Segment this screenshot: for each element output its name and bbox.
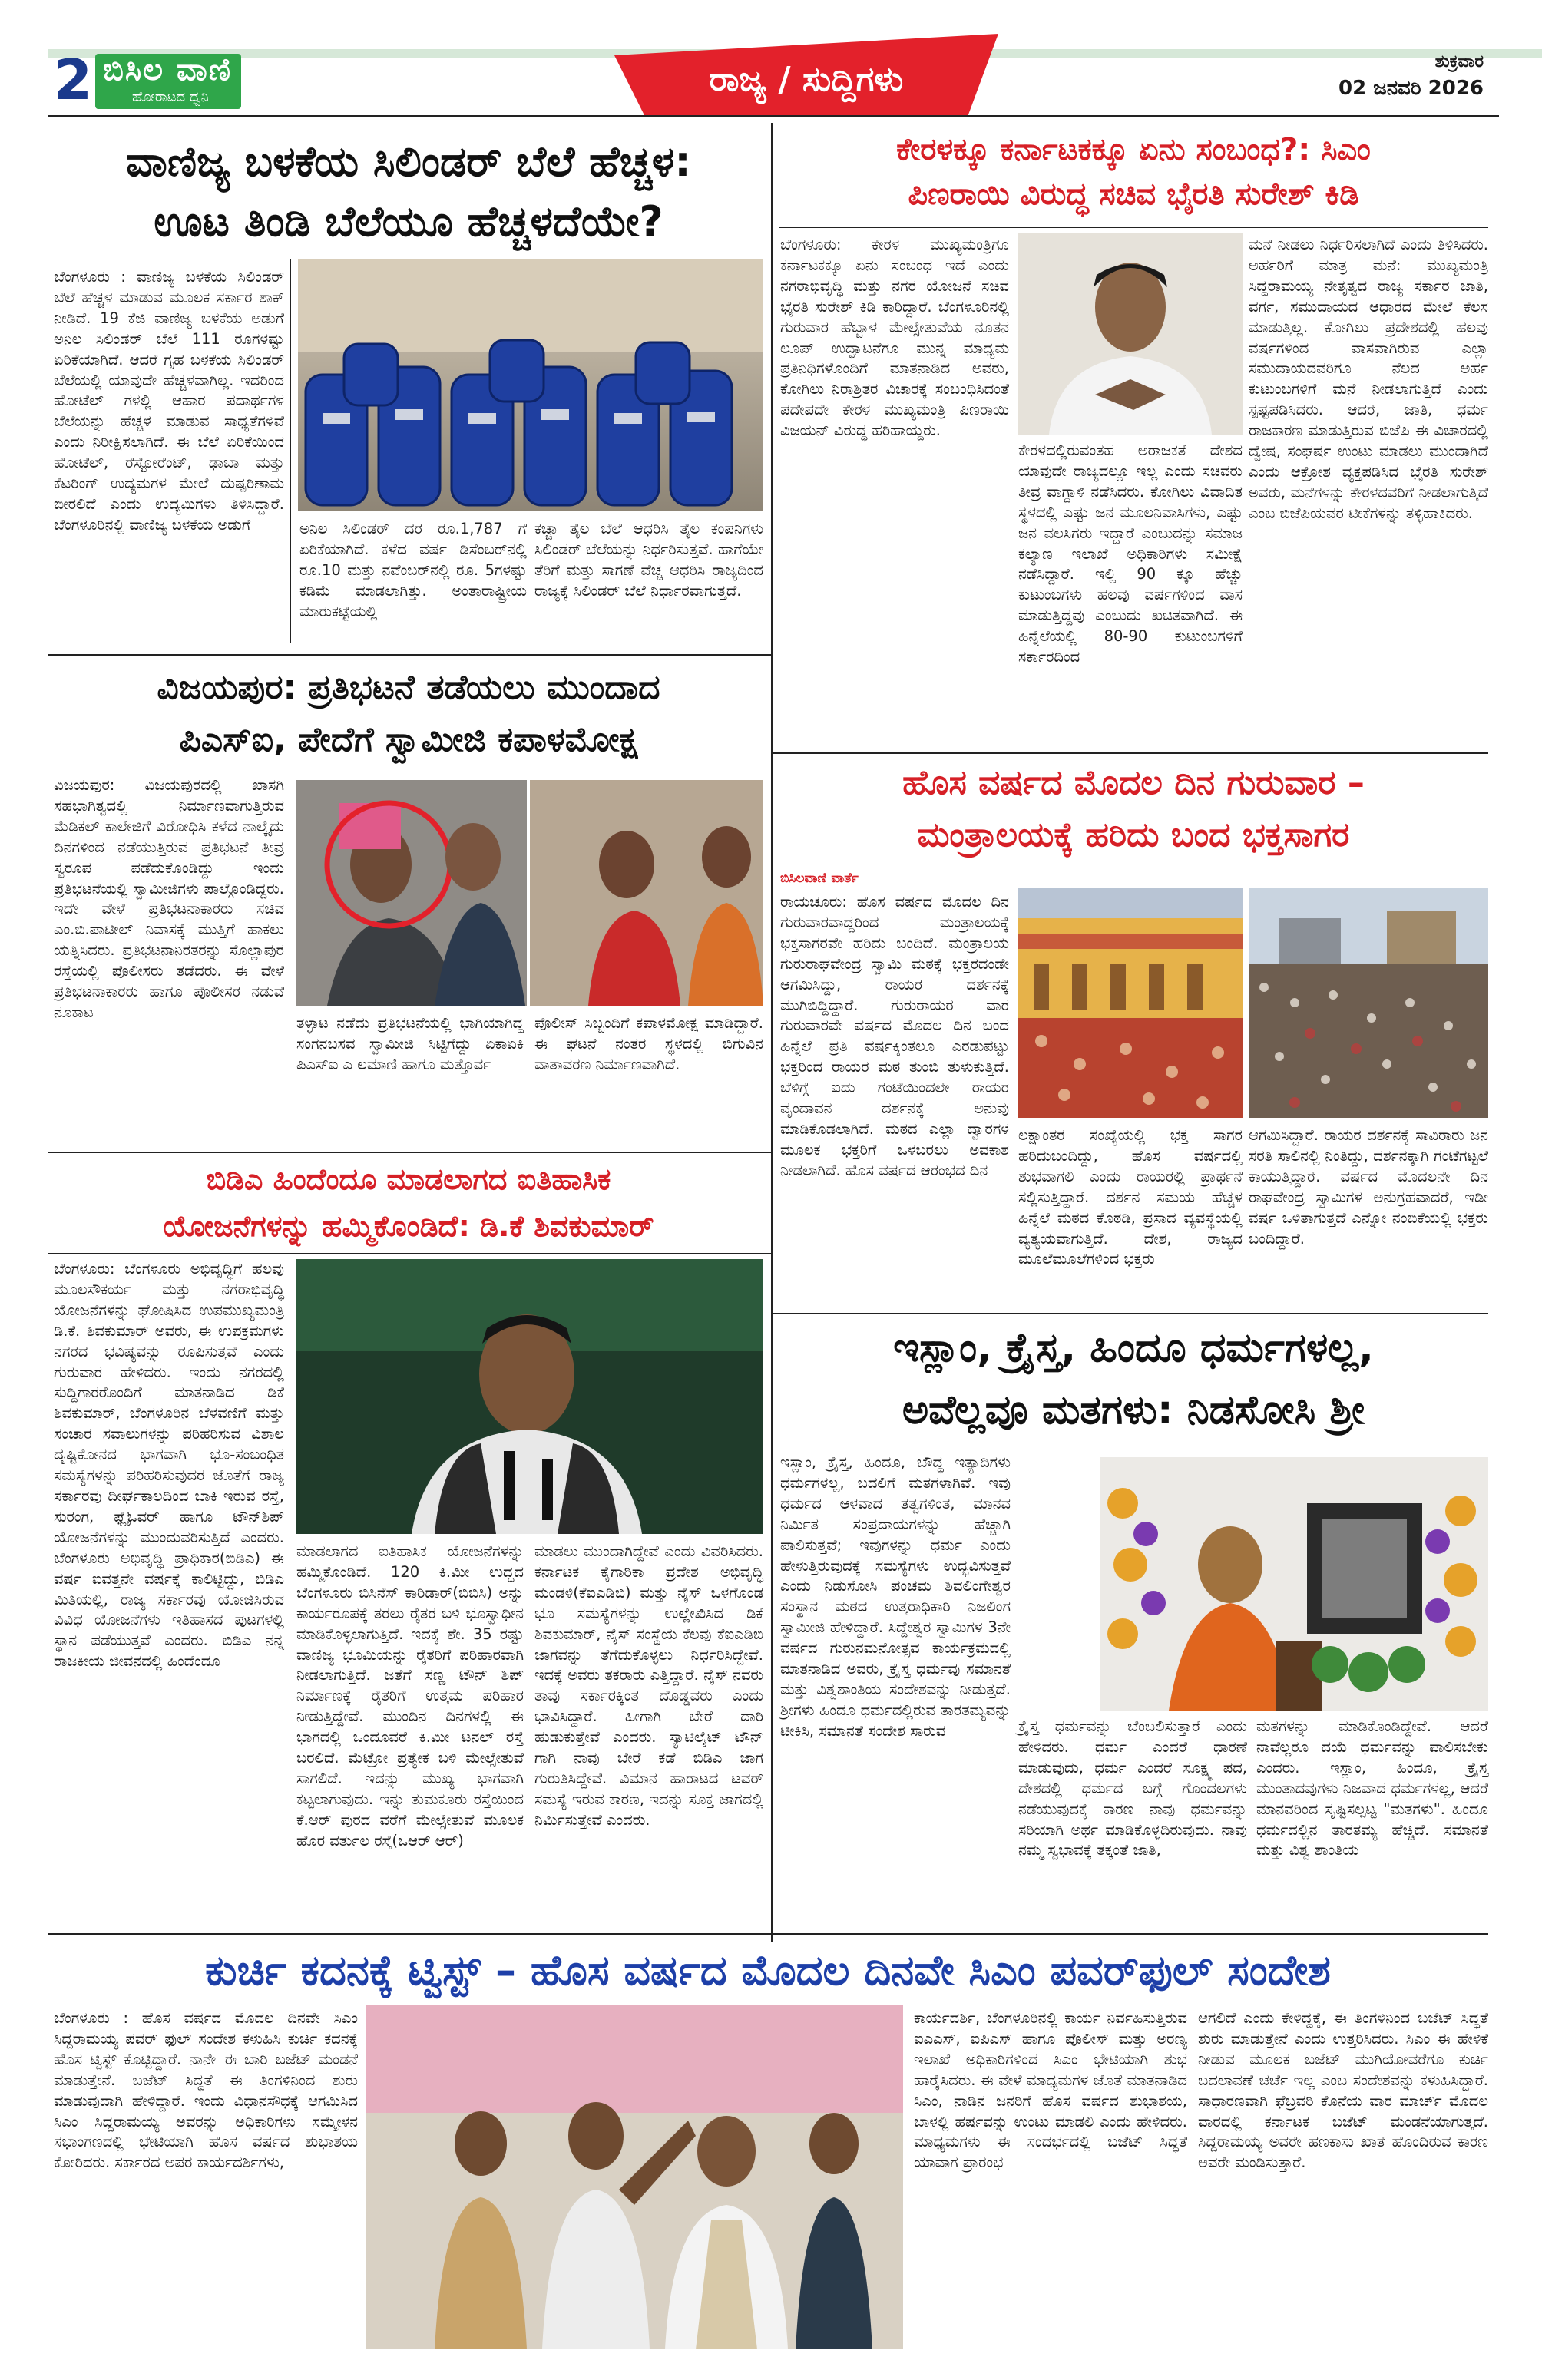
crowd-illustration bbox=[1249, 888, 1488, 1118]
story2-head-rule bbox=[779, 227, 1488, 228]
cm-arrival-illustration bbox=[366, 2005, 903, 2349]
story2-col2: ಕೇರಳದಲ್ಲಿರುವಂತಹ ಅರಾಜಕತೆ ದೇಶದ ಯಾವುದೇ ರಾಜ್ಯದಲ್ಲೂ ಇಲ್ಲ ಎಂದು ಸಚಿವರು ತೀವ್ರ ವಾಗ್ದಾಳಿ ನಡೆಸಿದರು. ಕೋಗಿಲು ವಿವಾದಿತ ಸ್ಥಳದಲ್ಲಿ ಎಷ್ಟು ಜನ ಮೂಲನಿವಾಸಿಗಳು, ಎಷ್ಟು ಜನ ವಲಸಿಗರು ಇದ್ದಾರೆ ಎಂಬುದನ್ನು ಸಮಾಜ ಕಲ್ಯಾಣ ಇಲಾಖೆ ಅಧಿಕಾರಿಗಳು ಸಮೀಕ್ಷೆ ನಡೆಸಿದ್ದಾರೆ. ಇಲ್ಲಿ 90 ಕ್ಕೂ ಹೆಚ್ಚು ಕುಟುಂಬಗಳು ಹಲವು ವರ್ಷಗಳಿಂದ ವಾಸ ಮಾಡುತ್ತಿದ್ದವು ಎಂಬುದು ಖಚಿತವಾಗಿದೆ. ಈ ಹಿನ್ನೆಲೆಯಲ್ಲಿ 80-90 ಕುಟುಂಬಗಳಿಗೆ ಸರ್ಕಾರದಿಂದ bbox=[1018, 441, 1243, 666]
story2-headline-line1: ಕೇರಳಕ್ಕೂ ಕರ್ನಾಟಕಕ್ಕೂ ಏನು ಸಂಬಂಧ?: ಸಿಎಂ bbox=[896, 132, 1371, 167]
story3-headline-line2: ಪಿಎಸ್ಐ, ಪೇದೆಗೆ ಸ್ವಾಮೀಜಿ ಕಪಾಳಮೋಕ್ಷ bbox=[179, 720, 638, 760]
minister-portrait-photo bbox=[1018, 233, 1243, 435]
story2-headline-line2: ಪಿಣರಾಯಿ ವಿರುದ್ಧ ಸಚಿವ ಭೈರತಿ ಸುರೇಶ್ ಕಿಡಿ bbox=[908, 177, 1359, 212]
story6-col3: ಮತಗಳನ್ನು ಮಾಡಿಕೊಂಡಿದ್ದೇವೆ. ಆದರೆ ನಾವೆಲ್ಲರೂ ದಯೆ ಧರ್ಮವನ್ನು ಪಾಲಿಸಬೇಕು ಎಂದರು. ಇಸ್ಲಾಂ, ಹಿಂದೂ, ಕ್ರೈಸ್ತ ಮುಂತಾದವುಗಳು ನಿಜವಾದ ಧರ್ಮಗಳಲ್ಲ, ಆದರೆ ಮಾನವರಿಂದ ಸೃಷ್ಟಿಸಲ್ಪಟ್ಟ "ಮತಗಳು". ಹಿಂದೂ ಧರ್ಮದಲ್ಲಿನ ತಾರತಮ್ಯ ಹೆಚ್ಚಿದೆ. ಸಮಾನತೆ ಮತ್ತು ವಿಶ್ವ ಶಾಂತಿಯ bbox=[1256, 1717, 1488, 1859]
cm-siddaramaiah-photo bbox=[366, 2005, 903, 2349]
masthead bbox=[0, 0, 1542, 117]
story5-head-rule bbox=[48, 1253, 771, 1254]
dk-shivakumar-photo bbox=[296, 1259, 763, 1534]
day-label: ಶುಕ್ರವಾರ bbox=[1434, 52, 1484, 71]
story2-col3: ಮನೆ ನೀಡಲು ನಿರ್ಧರಿಸಲಾಗಿದೆ ಎಂದು ತಿಳಿಸಿದರು. ಅರ್ಹರಿಗೆ ಮಾತ್ರ ಮನೆ: ಮುಖ್ಯಮಂತ್ರಿ ಸಿದ್ದರಾಮಯ್ಯ ನೇತೃತ್ವದ ರಾಜ್ಯ ಸರ್ಕಾರ ಜಾತಿ, ವರ್ಗ, ಸಮುದಾಯದ ಆಧಾರದ ಮೇಲೆ ಕೆಲಸ ಮಾಡುತ್ತಿಲ್ಲ. ಕೋಗಿಲು ಪ್ರದೇಶದಲ್ಲಿ ಹಲವು ವರ್ಷಗಳಿಂದ ವಾಸವಾಗಿರುವ ಎಲ್ಲಾ ಸಮುದಾಯದವರಿಗೂ ನೆಲದ ಅರ್ಹ ಕುಟುಂಬಗಳಿಗೆ ಮನೆ ನೀಡಲಾಗುತ್ತಿದೆ ಎಂದು ಸ್ಪಷ್ಟಪಡಿಸಿದರು. ಆದರೆ, ಜಾತಿ, ಧರ್ಮ ರಾಜಕಾರಣ ಮಾಡುತ್ತಿರುವ ಬಿಜೆಪಿ ಈ ವಿಚಾರದಲ್ಲಿ ದ್ವೇಷ, ಸಂಘರ್ಷ ಉಂಟು ಮಾಡಲು ಮುಂದಾಗಿದೆ ಎಂದು ಆಕ್ರೋಶ ವ್ಯಕ್ತಪಡಿಸಿದ ಭೈರತಿ ಸುರೇಶ್ ಅವರು, ಮನೆಗಳನ್ನು ಕೇರಳದವರಿಗೆ ನೀಡಲಾಗುತ್ತಿದೆ ಎಂಬ ಬಿಜೆಪಿಯವರ ಟೀಕೆಗಳನ್ನು ತಳ್ಳಿಹಾಕಿದರು. bbox=[1249, 236, 1488, 522]
column-rule bbox=[290, 259, 291, 643]
page-center-rule bbox=[771, 123, 773, 1942]
story3-col2: ತಳ್ಳಾಟ ನಡೆದು ಪ್ರತಿಭಟನೆಯಲ್ಲಿ ಭಾಗಿಯಾಗಿದ್ದ ಸಂಗನಬಸವ ಸ್ವಾಮೀಜಿ ಸಿಟ್ಟಿಗೆದ್ದು ಏಕಾಏಕಿ ಪಿಎಸ್ಐ ಎ ಲಮಾಣಿ ಹಾಗೂ ಮತ್ತೊರ್ವ bbox=[296, 1014, 524, 1073]
story1-headline bbox=[54, 132, 763, 253]
story4-headline bbox=[779, 757, 1488, 861]
story3-headline bbox=[54, 662, 763, 766]
page-number: 2 bbox=[54, 48, 93, 112]
story1-headline-line1: ವಾಣಿಜ್ಯ ಬಳಕೆಯ ಸಿಲಿಂಡರ್ ಬೆಲೆ ಹೆಚ್ಚಳ: bbox=[126, 137, 691, 186]
story4-headline-line2: ಮಂತ್ರಾಲಯಕ್ಕೆ ಹರಿದು ಬಂದ ಭಕ್ತಸಾಗರ bbox=[917, 815, 1350, 855]
story5-headline-line2: ಯೋಜನೆಗಳನ್ನು ಹಮ್ಮಿಕೊಂಡಿದೆ: ಡಿ.ಕೆ ಶಿವಕುಮಾರ್ bbox=[163, 1208, 654, 1243]
minister-illustration bbox=[1018, 233, 1243, 435]
swamiji-illustration bbox=[1100, 1457, 1488, 1711]
protest-illustration bbox=[296, 780, 763, 1006]
story6-headline-line1: ಇಸ್ಲಾಂ, ಕ್ರೈಸ್ತ, ಹಿಂದೂ ಧರ್ಮಗಳಲ್ಲ, bbox=[893, 1325, 1374, 1371]
story3-col1: ವಿಜಯಪುರ: ವಿಜಯಪುರದಲ್ಲಿ ಖಾಸಗಿ ಸಹಭಾಗಿತ್ವದಲ್ಲಿ ನಿರ್ಮಾಣವಾಗುತ್ತಿರುವ ಮೆಡಿಕಲ್ ಕಾಲೇಜಿಗೆ ವಿರೋಧಿಸಿ ಕಳೆದ ನಾಲ್ಕೈದು ದಿನಗಳಿಂದ ನಡೆಯುತ್ತಿರುವ ಪ್ರತಿಭಟನೆ ತೀವ್ರ ಸ್ವರೂಪ ಪಡೆದುಕೊಂಡಿದ್ದು ಇಂದು ಪ್ರತಿಭಟನೆಯಲ್ಲಿ ಸ್ವಾಮೀಜಿಗಳು ಪಾಲ್ಗೊಂಡಿದ್ದರು. ಇದೇ ವೇಳೆ ಪ್ರತಿಭಟನಾಕಾರರು ಸಚಿವ ಎಂ.ಬಿ.ಪಾಟೀಲ್ ನಿವಾಸಕ್ಕೆ ಮುತ್ತಿಗೆ ಹಾಕಲು ಯತ್ನಿಸಿದರು. ಪ್ರತಿಭಟನಾನಿರತರನ್ನು ಸೊಲ್ಲಾಪುರ ರಸ್ತೆಯಲ್ಲಿ ಪೊಲೀಸರು ತಡೆದರು. ಈ ವೇಳೆ ಪ್ರತಿಭಟನಾಕಾರರು ಹಾಗೂ ಪೊಲೀಸರ ನಡುವೆ ನೂಕಾಟ bbox=[54, 776, 284, 1021]
story6-headline-line2: ಅವೆಲ್ಲವೂ ಮತಗಳು: ನಿಡಸೋಸಿ ಶ್ರೀ bbox=[902, 1387, 1365, 1433]
story4-top-rule bbox=[773, 752, 1488, 754]
story6-col1: ಇಸ್ಲಾಂ, ಕ್ರೈಸ್ತ, ಹಿಂದೂ, ಬೌದ್ಧ ಇತ್ಯಾದಿಗಳು ಧರ್ಮಗಳಲ್ಲ, ಬದಲಿಗೆ ಮತಗಳಾಗಿವೆ. ಇವು ಧರ್ಮದ ಆಳವಾದ ತತ್ವಗಳಿಂತ, ಮಾನವ ನಿರ್ಮಿತ ಸಂಪ್ರದಾಯಗಳನ್ನು ಹೆಚ್ಚಾಗಿ ಪಾಲಿಸುತ್ತವೆ; ಇವುಗಳನ್ನು ಧರ್ಮ ಎಂದು ಹೇಳುತ್ತಿರುವುದಕ್ಕೆ ಸಮಸ್ಯೆಗಳು ಉದ್ಭವಿಸುತ್ತವೆ ಎಂದು ನಿಡುಸೋಸಿ ಪಂಚಮ ಶಿವಲಿಂಗೇಶ್ವರ ಸಂಸ್ಥಾನ ಮಠದ ಉತ್ತರಾಧಿಕಾರಿ ನಿಜಲಿಂಗ ಸ್ವಾಮೀಜಿ ಹೇಳಿದ್ದಾರೆ. ಸಿದ್ದೇಶ್ವರ ಸ್ವಾಮಿಗಳ 3ನೇ ವರ್ಷದ ಗುರುನಮನೋತ್ಸವ ಕಾರ್ಯಕ್ರಮದಲ್ಲಿ ಮಾತನಾಡಿದ ಅವರು, ಕ್ರೈಸ್ತ ಧರ್ಮವು ಸಮಾನತೆ ಮತ್ತು ವಿಶ್ವಶಾಂತಿಯ ಸಂದೇಶವನ್ನು ನೀಡುತ್ತದೆ. ಶ್ರೀಗಳು ಹಿಂದೂ ಧರ್ಮದಲ್ಲಿರುವ ತಾರತಮ್ಯವನ್ನು ಟೀಕಿಸಿ, ಸಮಾನತೆ ಸಂದೇಶ ಸಾರುವ bbox=[780, 1453, 1011, 1740]
story1-headline-line2: ಊಟ ತಿಂಡಿ ಬೆಲೆಯೂ ಹೆಚ್ಚಳದೆಯೇ? bbox=[154, 197, 663, 246]
press-meet-illustration bbox=[296, 1259, 763, 1534]
story1-col3: ಕಚ್ಚಾ ತೈಲ ಬೆಲೆ ಆಧರಿಸಿ ತೈಲ ಕಂಪನಿಗಳು ಸಿಲಿಂಡರ್ ಬೆಲೆಯನ್ನು ನಿರ್ಧರಿಸುತ್ತವೆ. ಹಾಗೆಯೇ ತೆರಿಗೆ ಮತ್ತು ಸಾಗಣೆ ವೆಚ್ಚ ಆಧರಿಸಿ ರಾಜ್ಯದಿಂದ ರಾಜ್ಯಕ್ಕೆ ಸಿಲಿಂಡರ್ ಬೆಲೆ ನಿರ್ಧಾರವಾಗುತ್ತದೆ. bbox=[534, 520, 763, 600]
story7-col1: ಬೆಂಗಳೂರು : ಹೊಸ ವರ್ಷದ ಮೊದಲ ದಿನವೇ ಸಿಎಂ ಸಿದ್ದರಾಮಯ್ಯ ಪವರ್ ಫುಲ್ ಸಂದೇಶ ಕಳುಹಿಸಿ ಕುರ್ಚಿ ಕದನಕ್ಕೆ ಹೊಸ ಟ್ವಿಸ್ಟ್ ಕೊಟ್ಟಿದ್ದಾರೆ. ನಾನೇ ಈ ಬಾರಿ ಬಜೆಟ್ ಮಂಡನೆ ಮಾಡುತ್ತೇನೆ. ಬಜೆಟ್ ಸಿದ್ಧತೆ ಈ ತಿಂಗಳಿನಿಂದ ಶುರು ಮಾಡುವುದಾಗಿ ಹೇಳಿದ್ದಾರೆ. ಇಂದು ವಿಧಾನಸೌಧಕ್ಕೆ ಆಗಮಿಸಿದ ಸಿಎಂ ಸಿದ್ದರಾಮಯ್ಯ ಅವರನ್ನು ಅಧಿಕಾರಿಗಳು ಸಮ್ಮೇಳನ ಸಭಾಂಗಣದಲ್ಲಿ ಭೇಟಿಯಾಗಿ ಹೊಸ ವರ್ಷದ ಶುಭಾಶಯ ಕೋರಿದರು. ಸರ್ಕಾರದ ಅಪರ ಕಾರ್ಯದರ್ಶಿಗಳು, bbox=[54, 2009, 358, 2172]
paper-logo bbox=[95, 54, 241, 109]
story4-col2: ಲಕ್ಷಾಂತರ ಸಂಖ್ಯೆಯಲ್ಲಿ ಭಕ್ತ ಸಾಗರ ಹರಿದುಬಂದಿದ್ದು, ಹೊಸ ವರ್ಷದಲ್ಲಿ ಶುಭವಾಗಲಿ ಎಂದು ರಾಯರಲ್ಲಿ ಪ್ರಾರ್ಥನೆ ಸಲ್ಲಿಸುತ್ತಿದ್ದಾರೆ. ದರ್ಶನ ಸಮಯ ಹೆಚ್ಚಳ ಹಿನ್ನೆಲೆ ಮಠದ ಕೊಠಡಿ, ಪ್ರಸಾದ ವ್ಯವಸ್ಥೆಯಲ್ಲಿ ವ್ಯತ್ಯಯವಾಗುತ್ತಿದೆ. ದೇಶ, ರಾಜ್ಯದ ಮೂಲೆಮೂಲೆಗಳಿಂದ ಭಕ್ತರು bbox=[1018, 1126, 1243, 1268]
date-label: 02 ಜನವರಿ 2026 bbox=[1338, 77, 1484, 100]
story2-col1: ಬೆಂಗಳೂರು: ಕೇರಳ ಮುಖ್ಯಮಂತ್ರಿಗೂ ಕರ್ನಾಟಕಕ್ಕೂ ಏನು ಸಂಬಂಧ ಇದೆ ಎಂದು ನಗರಾಭಿವೃದ್ಧಿ ಮತ್ತು ನಗರ ಯೋಜನೆ ಸಚಿವ ಭೈರತಿ ಸುರೇಶ್ ಕಿಡಿ ಕಾರಿದ್ದಾರೆ. ಬೆಂಗಳೂರಿನಲ್ಲಿ ಗುರುವಾರ ಹೆಬ್ಬಾಳ ಮೇಲ್ಸೇತುವೆಯ ನೂತನ ಲೂಪ್ ಉದ್ಘಾಟನೆಗೂ ಮುನ್ನ ಮಾಧ್ಯಮ ಪ್ರತಿನಿಧಿಗಳೊಂದಿಗೆ ಮಾತನಾಡಿದ ಅವರು, ಕೋಗಿಲು ನಿರಾಶ್ರಿತರ ವಿಚಾರಕ್ಕೆ ಸಂಬಂಧಿಸಿದಂತೆ ಪದೇಪದೇ ಕೇರಳ ಮುಖ್ಯಮಂತ್ರಿ ಪಿಣರಾಯಿ ವಿಜಯನ್ ವಿರುದ್ಧ ಹರಿಹಾಯ್ದರು. bbox=[780, 236, 1009, 440]
story3-headline-line1: ವಿಜಯಪುರ: ಪ್ರತಿಭಟನೆ ತಡೆಯಲು ಮುಂದಾದ bbox=[157, 668, 660, 707]
mantralayam-temple-photo bbox=[1018, 888, 1243, 1118]
story7-headline: ಕುರ್ಚಿ ಕದನಕ್ಕೆ ಟ್ವಿಸ್ಟ್ – ಹೊಸ ವರ್ಷದ ಮೊದಲ ದಿನವೇ ಸಿಎಂ ಪವರ್‌ಫುಲ್ ಸಂದೇಶ bbox=[205, 1946, 1331, 1995]
story4-byline: ಬಿಸಿಲವಾಣಿ ವಾರ್ತೆ bbox=[780, 871, 859, 886]
story6-top-rule bbox=[773, 1313, 1488, 1314]
story5-col1: ಬೆಂಗಳೂರು: ಬೆಂಗಳೂರು ಅಭಿವೃದ್ಧಿಗೆ ಹಲವು ಮೂಲಸೌಕರ್ಯ ಮತ್ತು ನಗರಾಭಿವೃದ್ಧಿ ಯೋಜನೆಗಳನ್ನು ಘೋಷಿಸಿದ ಉಪಮುಖ್ಯಮಂತ್ರಿ ಡಿ.ಕೆ. ಶಿವಕುಮಾರ್ ಅವರು, ಈ ಉಪಕ್ರಮಗಳು ನಗರದ ಭವಿಷ್ಯವನ್ನು ರೂಪಿಸುತ್ತವೆ ಎಂದು ಗುರುವಾರ ಹೇಳಿದರು. ಇಂದು ನಗರದಲ್ಲಿ ಸುದ್ದಿಗಾರರೊಂದಿಗೆ ಮಾತನಾಡಿದ ಡಿಕೆ ಶಿವಕುಮಾರ್, ಬೆಂಗಳೂರಿನ ಬೆಳವಣಿಗೆ ಮತ್ತು ಸಂಚಾರ ಸವಾಲುಗಳನ್ನು ಪರಿಹರಿಸುವ ವಿಶಾಲ ದೃಷ್ಟಿಕೋನದ ಭಾಗವಾಗಿ ಭೂ-ಸಂಬಂಧಿತ ಸಮಸ್ಯೆಗಳನ್ನು ಪರಿಹರಿಸುವುದರ ಜೊತೆಗೆ ರಾಜ್ಯ ಸರ್ಕಾರವು ದೀರ್ಘಕಾಲದಿಂದ ಬಾಕಿ ಇರುವ ರಸ್ತೆ, ಸುರಂಗ, ಫ್ಲೈಓವರ್ ಹಾಗೂ ಟೌನ್‌ಶಿಪ್ ಯೋಜನೆಗಳನ್ನು ಮುಂದುವರಿಸುತ್ತಿದೆ ಎಂದರು. ಬೆಂಗಳೂರು ಅಭಿವೃದ್ಧಿ ಪ್ರಾಧಿಕಾರ(ಬಿಡಿಎ) ಈ ವರ್ಷ ಐವತ್ತನೇ ವರ್ಷಕ್ಕೆ ಕಾಲಿಟ್ಟಿದ್ದು, ಬಿಡಿಎ ಮಿತಿಯಲ್ಲಿ, ರಾಜ್ಯ ಸರ್ಕಾರವು ಯೋಜಿಸಿರುವ ವಿವಿಧ ಯೋಜನೆಗಳು ಇತಿಹಾಸದ ಪುಟಗಳಲ್ಲಿ ಸ್ಥಾನ ಪಡೆಯುತ್ತವೆ ಎಂದರು. ಬಿಡಿಎ ನನ್ನ ರಾಜಕೀಯ ಜೀವನದಲ್ಲಿ ಹಿಂದೆಂದೂ bbox=[54, 1260, 284, 1671]
story7-col2: ಕಾರ್ಯದರ್ಶಿ, ಬೆಂಗಳೂರಿನಲ್ಲಿ ಕಾರ್ಯ ನಿರ್ವಹಿಸುತ್ತಿರುವ ಐಎಎಸ್, ಐಪಿಎಸ್ ಹಾಗೂ ಪೊಲೀಸ್ ಮತ್ತು ಅರಣ್ಯ ಇಲಾಖೆ ಅಧಿಕಾರಿಗಳಿಂದ ಸಿಎಂ ಭೇಟಿಯಾಗಿ ಶುಭ ಹಾರೈಸಿದರು. ಈ ವೇಳೆ ಮಾಧ್ಯಮಗಳ ಜೊತೆ ಮಾತನಾಡಿದ ಸಿಎಂ, ನಾಡಿನ ಜನರಿಗೆ ಹೊಸ ವರ್ಷದ ಶುಭಾಶಯ, ಬಾಳಲ್ಲಿ ಹರ್ಷವನ್ನು ಉಂಟು ಮಾಡಲಿ ಎಂದು ಹೇಳಿದರು. ಮಾಧ್ಯಮಗಳು ಈ ಸಂದರ್ಭದಲ್ಲಿ ಬಜೆಟ್ ಸಿದ್ಧತೆ ಯಾವಾಗ ಪ್ರಾರಂಭ bbox=[914, 2009, 1187, 2172]
story5-headline bbox=[54, 1156, 763, 1250]
story1-col1: ಬೆಂಗಳೂರು : ವಾಣಿಜ್ಯ ಬಳಕೆಯ ಸಿಲಿಂಡರ್ ಬೆಲೆ ಹೆಚ್ಚಳ ಮಾಡುವ ಮೂಲಕ ಸರ್ಕಾರ ಶಾಕ್ ನೀಡಿದೆ. 19 ಕೆಜಿ ವಾಣಿಜ್ಯ ಬಳಕೆಯ ಅಡುಗೆ ಅನಿಲ ಸಿಲಿಂಡರ್ ಬೆಲೆ 111 ರೂಗಳಷ್ಟು ಏರಿಕೆಯಾಗಿದೆ. ಆದರೆ ಗೃಹ ಬಳಕೆಯ ಸಿಲಿಂಡರ್ ಬೆಲೆಯಲ್ಲಿ ಯಾವುದೇ ಹೆಚ್ಚಳವಾಗಿಲ್ಲ. ಇದರಿಂದ ಹೋಟೆಲ್ ಗಳಲ್ಲಿ ಆಹಾರ ಪದಾರ್ಥಗಳ ಬೆಲೆಯನ್ನು ಹೆಚ್ಚಳ ಮಾಡುವ ಸಾಧ್ಯತೆಗಳಿವೆ ಎಂದು ನಿರೀಕ್ಷಿಸಲಾಗಿದೆ. ಈ ಬೆಲೆ ಏರಿಕೆಯಿಂದ ಹೋಟೆಲ್, ರೆಸ್ಟೋರೆಂಟ್, ಢಾಬಾ ಮತ್ತು ಕೆಟರಿಂಗ್ ಉದ್ಯಮಗಳ ಮೇಲೆ ದುಷ್ಪರಿಣಾಮ ಬೀರಲಿದೆ ಎಂದು ಉದ್ಯಮಿಗಳು ತಿಳಿಸಿದ್ದಾರೆ. ಬೆಂಗಳೂರಿನಲ್ಲಿ ವಾಣಿಜ್ಯ ಬಳಕೆಯ ಅಡುಗೆ bbox=[54, 268, 284, 534]
story7-col3: ಆಗಲಿದೆ ಎಂದು ಕೇಳಿದ್ದಕ್ಕೆ, ಈ ತಿಂಗಳಿನಿಂದ ಬಜೆಟ್ ಸಿದ್ಧತೆ ಶುರು ಮಾಡುತ್ತೇನೆ ಎಂದು ಉತ್ತರಿಸಿದರು. ಸಿಎಂ ಈ ಹೇಳಿಕೆ ನೀಡುವ ಮೂಲಕ ಬಜೆಟ್ ಮುಗಿಯೋವರೆಗೂ ಕುರ್ಚಿ ಬದಲಾವಣೆ ಚರ್ಚೆ ಇಲ್ಲ ಎಂಬ ಸಂದೇಶವನ್ನು ಕಳುಹಿಸಿದ್ದಾರೆ. ಸಾಧಾರಣವಾಗಿ ಫೆಬ್ರವರಿ ಕೊನೆಯ ವಾರ ಮಾರ್ಚ್ ಮೊದಲ ವಾರದಲ್ಲಿ ಕರ್ನಾಟಕ ಬಜೆಟ್ ಮಂಡನೆಯಾಗುತ್ತದೆ. ಸಿದ್ದರಾಮಯ್ಯ ಅವರೇ ಹಣಕಾಸು ಖಾತೆ ಹೊಂದಿರುವ ಕಾರಣ ಅವರೇ ಮಂಡಿಸುತ್ತಾರೆ. bbox=[1198, 2009, 1488, 2172]
nidasoshi-swamiji-photo bbox=[1100, 1457, 1488, 1711]
story4-col1: ರಾಯಚೂರು: ಹೊಸ ವರ್ಷದ ಮೊದಲ ದಿನ ಗುರುವಾರವಾದ್ದರಿಂದ ಮಂತ್ರಾಲಯಕ್ಕೆ ಭಕ್ತಸಾಗರವೇ ಹರಿದು ಬಂದಿದೆ. ಮಂತ್ರಾಲಯ ಗುರುರಾಘವೇಂದ್ರ ಸ್ವಾಮಿ ಮಠಕ್ಕೆ ಭಕ್ತರದಂಡೇ ಆಗಮಿಸಿದ್ದು, ರಾಯರ ದರ್ಶನಕ್ಕೆ ಮುಗಿಬಿದ್ದಿದ್ದಾರೆ. ಗುರುರಾಯರ ವಾರ ಗುರುವಾರವೇ ವರ್ಷದ ಮೊದಲ ದಿನ ಬಂದ ಹಿನ್ನೆಲೆ ಪ್ರತಿ ವರ್ಷಕ್ಕಿಂತಲೂ ಎರಡುಪಟ್ಟು ಭಕ್ತರಿಂದ ರಾಯರ ಮಠ ತುಂಬಿ ತುಳುಕುತ್ತಿದೆ. ಬೆಳಿಗ್ಗೆ ಐದು ಗಂಟೆಯಿಂದಲೇ ರಾಯರ ವೃಂದಾವನ ದರ್ಶನಕ್ಕೆ ಅನುವು ಮಾಡಿಕೊಡಲಾಗಿದೆ. ಮಠದ ಎಲ್ಲಾ ದ್ವಾರಗಳ ಮೂಲಕ ಭಕ್ತರಿಗೆ ಒಳಬರಲು ಅವಕಾಶ ನೀಡಲಾಗಿದೆ. ಹೊಸ ವರ್ಷದ ಆರಂಭದ ದಿನ bbox=[780, 893, 1009, 1179]
protest-photo bbox=[296, 780, 763, 1006]
story3-top-rule bbox=[48, 654, 771, 656]
story4-col3: ಆಗಮಿಸಿದ್ದಾರೆ. ರಾಯರ ದರ್ಶನಕ್ಕೆ ಸಾವಿರಾರು ಜನ ಸರತಿ ಸಾಲಿನಲ್ಲಿ ನಿಂತಿದ್ದು, ದರ್ಶನಕ್ಕಾಗಿ ಗಂಟೆಗಟ್ಟಲೆ ಕಾಯುತ್ತಿದ್ದಾರೆ. ವರ್ಷದ ಮೊದಲನೇ ದಿನ ರಾಘವೇಂದ್ರ ಸ್ವಾಮಿಗಳ ಅನುಗ್ರಹವಾದರೆ, ಇಡೀ ವರ್ಷ ಒಳಿತಾಗುತ್ತದೆ ಎನ್ನೋ ನಂಬಿಕೆಯಲ್ಲಿ ಭಕ್ತರು ಬಂದಿದ್ದಾರೆ. bbox=[1249, 1126, 1488, 1248]
gas-cylinders-photo bbox=[298, 259, 763, 511]
paper-name: ಬಿಸಿಲ ವಾಣಿ bbox=[103, 52, 233, 88]
story5-headline-line1: ಬಿಡಿಎ ಹಿಂದೆಂದೂ ಮಾಡಲಾಗದ ಐತಿಹಾಸಿಕ bbox=[206, 1162, 611, 1196]
cylinders-illustration bbox=[298, 259, 763, 511]
paper-tagline: ಹೋರಾಟದ ಧ್ವನಿ bbox=[132, 89, 209, 105]
story5-col3: ಮಾಡಲು ಮುಂದಾಗಿದ್ದೇವೆ ಎಂದು ವಿವರಿಸಿದರು. ಕರ್ನಾಟಕ ಕೈಗಾರಿಕಾ ಪ್ರದೇಶ ಅಭಿವೃದ್ಧಿ ಮಂಡಳಿ(ಕೆಐಎಡಿಬಿ) ಮತ್ತು ನೈಸ್ ಒಳಗೊಂಡ ಭೂ ಸಮಸ್ಯೆಗಳನ್ನು ಉಲ್ಲೇಖಿಸಿದ ಡಿಕೆ ಶಿವಕುಮಾರ್, ನೈಸ್ ಸಂಸ್ಥೆಯ ಕೆಲವು ಕೆಐಎಡಿಬಿ ಜಾಗವನ್ನು ತೆಗೆದುಕೊಳ್ಳಲು ನಿರ್ಧರಿಸಿದ್ದೇವೆ. ಇದಕ್ಕೆ ಅವರು ತಕರಾರು ಎತ್ತಿದ್ದಾರೆ. ನೈಸ್ ನವರು ತಾವು ಸರ್ಕಾರಕ್ಕಿಂತ ದೊಡ್ಡವರು ಎಂದು ಭಾವಿಸಿದ್ದಾರೆ. ಹೀಗಾಗಿ ಬೇರೆ ದಾರಿ ಹುಡುಕುತ್ತೇವೆ ಎಂದರು. ಸ್ಯಾಟಿಲೈಟ್ ಟೌನ್ ಗಾಗಿ ನಾವು ಬೇರೆ ಕಡೆ ಬಿಡಿಎ ಜಾಗ ಗುರುತಿಸಿದ್ದೇವೆ. ವಿಮಾನ ಹಾರಾಟದ ಟವರ್ ಸಮಸ್ಯೆ ಇರುವ ಕಾರಣ, ಇದನ್ನು ಸೂಕ್ತ ಜಾಗದಲ್ಲಿ ನಿರ್ಮಿಸುತ್ತೇವೆ ಎಂದರು. bbox=[534, 1542, 763, 1829]
story7-top-rule bbox=[48, 1933, 1488, 1935]
story6-col2: ಕ್ರೈಸ್ತ ಧರ್ಮವನ್ನು ಬೆಂಬಲಿಸುತ್ತಾರೆ ಎಂದು ಹೇಳಿದರು. ಧರ್ಮ ಎಂದರೆ ಧಾರಣೆ ಮಾಡುವುದು, ಧರ್ಮ ಎಂದರೆ ಸೂಕ್ಷ್ಮ ಪದ, ದೇಶದಲ್ಲಿ ಧರ್ಮದ ಬಗ್ಗೆ ಗೊಂದಲಗಳು ನಡೆಯುವುದಕ್ಕೆ ಕಾರಣ ನಾವು ಧರ್ಮವನ್ನು ಸರಿಯಾಗಿ ಅರ್ಥ ಮಾಡಿಕೊಳ್ಳದಿರುವುದು. ನಾವು ನಮ್ಮ ಸ್ವಭಾವಕ್ಕೆ ತಕ್ಕಂತೆ ಜಾತಿ, bbox=[1018, 1717, 1247, 1859]
story5-top-rule bbox=[48, 1152, 771, 1153]
temple-illustration bbox=[1018, 888, 1243, 1118]
story5-col2: ಮಾಡಲಾಗದ ಐತಿಹಾಸಿಕ ಯೋಜನೆಗಳನ್ನು ಹಮ್ಮಿಕೊಂಡಿದೆ. 120 ಕಿ.ಮೀ ಉದ್ದದ ಬೆಂಗಳೂರು ಬಿಸಿನೆಸ್ ಕಾರಿಡಾರ್(ಬಿಬಿಸಿ) ಅನ್ನು ಕಾರ್ಯರೂಪಕ್ಕೆ ತರಲು ರೈತರ ಬಳಿ ಭೂಸ್ವಾಧೀನ ಮಾಡಿಕೊಳ್ಳಲಾಗುತ್ತಿದೆ. ಇದಕ್ಕೆ ಶೇ. 35 ರಷ್ಟು ವಾಣಿಜ್ಯ ಭೂಮಿಯನ್ನು ರೈತರಿಗೆ ಪರಿಹಾರವಾಗಿ ನೀಡಲಾಗುತ್ತಿದೆ. ಜತೆಗೆ ಸಣ್ಣ ಟೌನ್ ಶಿಪ್ ನಿರ್ಮಾಣಕ್ಕೆ ರೈತರಿಗೆ ಉತ್ತಮ ಪರಿಹಾರ ನೀಡುತ್ತಿದ್ದೇವೆ. ಮುಂದಿನ ದಿನಗಳಲ್ಲಿ ಈ ಭಾಗದಲ್ಲಿ ಒಂದೂವರೆ ಕಿ.ಮೀ ಟನಲ್ ರಸ್ತೆ ಬರಲಿದೆ. ಮೆಟ್ರೋ ಪ್ರತ್ಯೇಕ ಬಳಿ ಮೇಲ್ಸೇತುವೆ ಸಾಗಲಿದೆ. ಇದನ್ನು ಮುಖ್ಯ ಭಾಗವಾಗಿ ಕಟ್ಟಲಾಗುವುದು. ಇನ್ನು ತುಮಕೂರು ರಸ್ತೆಯಿಂದ ಕೆ.ಆರ್ ಪುರದ ವರೆಗೆ ಮೇಲ್ಸೇತುವೆ ಮೂಲಕ ಹೊರ ವರ್ತುಲ ರಸ್ತೆ(ಒಆರ್ ಆರ್) bbox=[296, 1542, 524, 1849]
story3-col3: ಪೊಲೀಸ್ ಸಿಬ್ಬಂದಿಗೆ ಕಪಾಳಮೋಕ್ಷ ಮಾಡಿದ್ದಾರೆ. ಈ ಘಟನೆ ನಂತರ ಸ್ಥಳದಲ್ಲಿ ಬಿಗುವಿನ ವಾತಾವರಣ ನಿರ್ಮಾಣವಾಗಿದೆ. bbox=[534, 1014, 763, 1073]
devotees-crowd-photo bbox=[1249, 888, 1488, 1118]
story4-headline-line1: ಹೊಸ ವರ್ಷದ ಮೊದಲ ದಿನ ಗುರುವಾರ – bbox=[902, 763, 1365, 802]
story2-headline bbox=[779, 127, 1488, 217]
story6-headline bbox=[779, 1317, 1488, 1441]
story1-col2: ಅನಿಲ ಸಿಲಿಂಡರ್ ದರ ರೂ.1,787 ಗೆ ಏರಿಕೆಯಾಗಿದೆ. ಕಳೆದ ವರ್ಷ ಡಿಸೆಂಬರ್‌ನಲ್ಲಿ ರೂ.10 ಮತ್ತು ನವೆಂಬರ್‌ನಲ್ಲಿ ರೂ. 5ಗಳಷ್ಟು ಕಡಿಮೆ ಮಾಡಲಾಗಿತ್ತು. ಅಂತಾರಾಷ್ಟ್ರೀಯ ಮಾರುಕಟ್ಟೆಯಲ್ಲಿ bbox=[299, 520, 527, 620]
masthead-rule bbox=[48, 115, 1499, 117]
section-title: ರಾಜ್ಯ / ಸುದ್ದಿಗಳು bbox=[709, 60, 904, 99]
